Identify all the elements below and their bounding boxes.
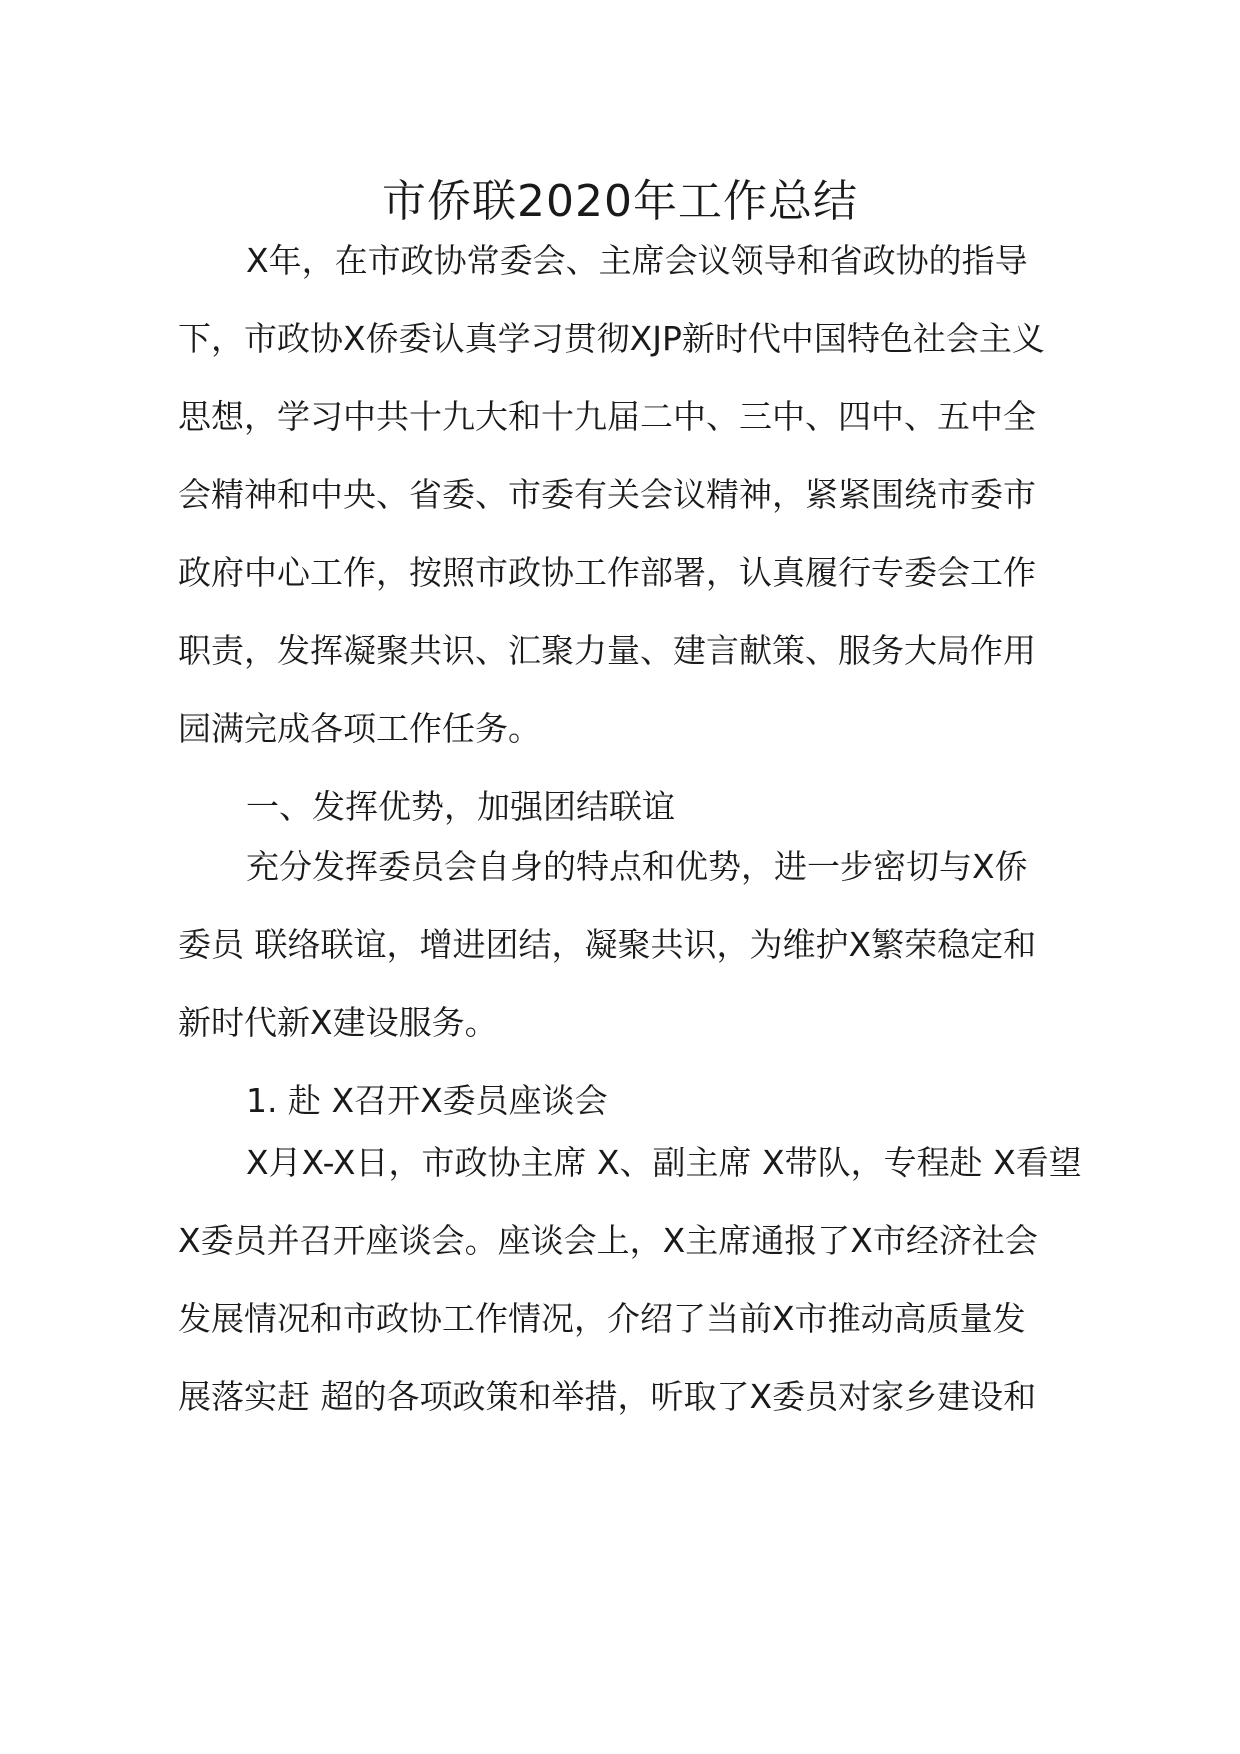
document-title: 市侨联2020年工作总结 — [382, 176, 858, 227]
section-heading: 一、发挥优势，加强团结联谊 — [246, 787, 675, 826]
subsection-heading: 1. 赴 X召开X委员座谈会 — [246, 1081, 608, 1120]
paragraph-line: 政府中心工作，按照市政协工作部署，认真履行专委会工作 — [178, 553, 1036, 592]
paragraph-line: 下，市政协X侨委认真学习贯彻XJP新时代中国特色社会主义 — [178, 319, 1045, 358]
paragraph-line: X年，在市政协常委会、主席会议领导和省政协的指导 — [246, 241, 1028, 280]
paragraph-line: 发展情况和市政协工作情况，介绍了当前X市推动高质量发 — [178, 1299, 1026, 1338]
paragraph-line: X月X-X日，市政协主席 X、副主席 X带队，专程赴 X看望 — [246, 1143, 1082, 1182]
paragraph-line: 充分发挥委员会自身的特点和优势，进一步密切与X侨 — [246, 847, 1028, 886]
paragraph-line: 展落实赶 超的各项政策和举措，听取了X委员对家乡建设和 — [178, 1377, 1037, 1416]
paragraph-line: 会精神和中央、省委、市委有关会议精神，紧紧围绕市委市 — [178, 475, 1036, 514]
paragraph-line: 思想，学习中共十九大和十九届二中、三中、四中、五中全 — [178, 397, 1036, 436]
paragraph-line: 园满完成各项工作任务。 — [178, 709, 541, 748]
paragraph-line: 新时代新X建设服务。 — [178, 1003, 498, 1042]
paragraph-line: X委员并召开座谈会。座谈会上，X主席通报了X市经济社会 — [178, 1221, 1038, 1260]
paragraph-line: 委员 联络联谊，增进团结，凝聚共识，为维护X繁荣稳定和 — [178, 925, 1037, 964]
paragraph-line: 职责，发挥凝聚共识、汇聚力量、建言献策、服务大局作用 — [178, 631, 1036, 670]
